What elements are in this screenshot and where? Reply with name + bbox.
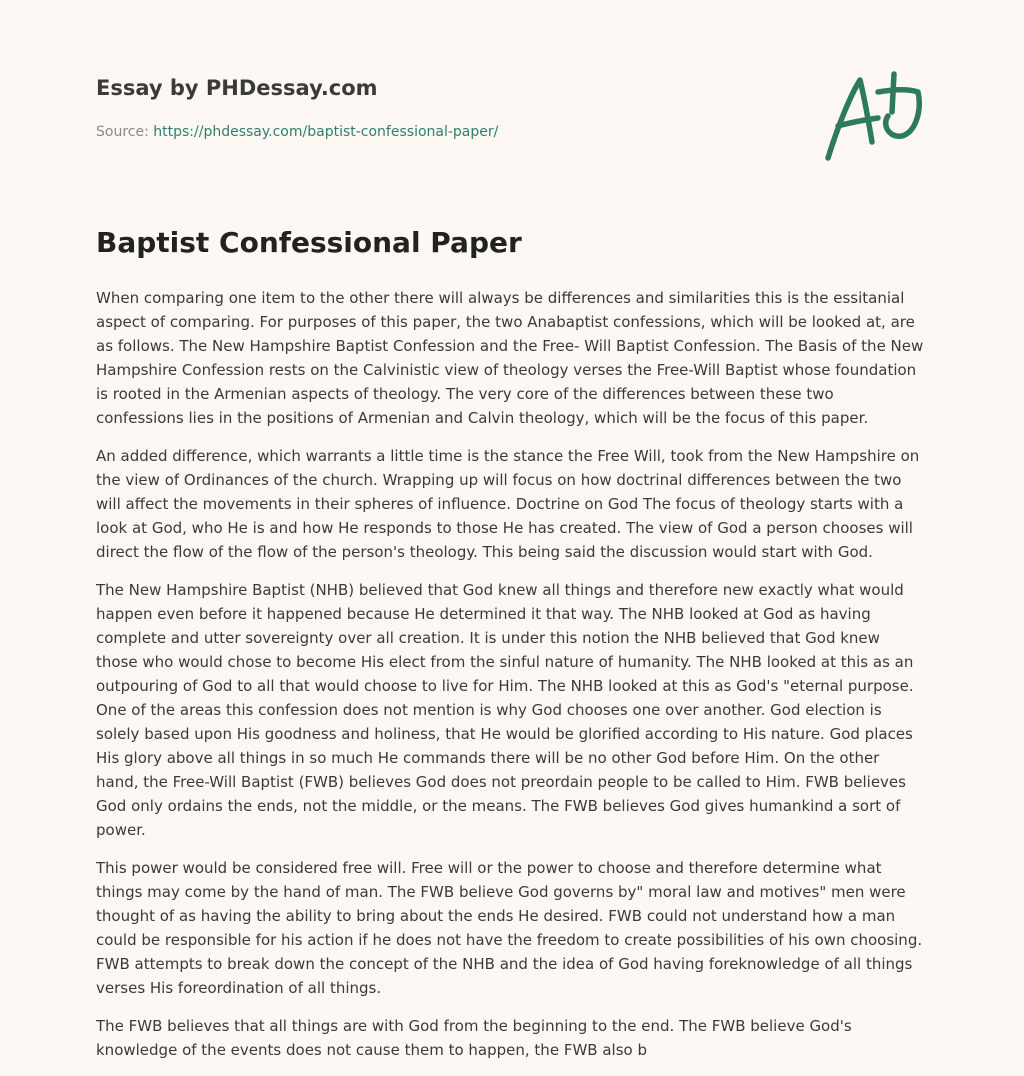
source-label: Source: [96, 124, 149, 140]
paragraph: This power would be considered free will. Free will or the power to choose and therefore determine what things may come by the hand of man. The FWB believe God governs by" moral law and motives" men were thought of as having the ability to bring about the ends He desired. FWB could not understand how a man could be responsible for his action if he does not have the freedom to create possibilities of his own choosing. FWB attempts to break down the concept of the NHB and the idea of God having foreknowledge of all things verses His foreordination of all things. [96, 859, 923, 997]
source-line [96, 124, 498, 140]
paragraph: When comparing one item to the other there will always be differences and similarities this is the essitanial aspect of comparing. For purposes of this paper, the two Anabaptist confessions, which will be looked at, are as follows. The New Hampshire Baptist Confession and the Free- Will Baptist Confession. The Basis of the New Hampshire Confession rests on the Calvinistic view of theology verses the Free-Will Baptist whose foundation is rooted in the Armenian aspects of theology. The very core of the differences between these two confessions lies in the positions of Armenian and Calvin theology, which will be the focus of this paper. [96, 289, 924, 427]
article-title: Baptist Confessional Paper [96, 226, 522, 259]
site-brand: Essay by PHDessay.com [96, 76, 378, 100]
paragraph: The New Hampshire Baptist (NHB) believed that God knew all things and therefore new exactly what would happen even before it happened because He determined it that way. The NHB looked at God as having complete and utter sovereignty over all creation. It is under this notion the NHB believed that God knew those who would chose to become His elect from the sinful nature of humanity. The NHB looked at this as an outpouring of God to all that would choose to live for Him. The NHB looked at this as God's "eternal purpose. One of the areas this confession does not mention is why God chooses one over another. God election is solely based upon His goodness and holiness, that He would be glorified according to His nature. God places His glory above all things in so much He commands there will be no other God before Him. On the other hand, the Free-Will Baptist (FWB) believes God does not preordain people to be called to Him. FWB believes God only ordains the ends, not the middle, or the means. The FWB believes God gives humankind a sort of power. [96, 581, 914, 839]
a-plus-grade-icon [818, 66, 928, 166]
source-link[interactable]: https://phdessay.com/baptist-confessional-paper/ [153, 124, 499, 140]
paragraph: The FWB believes that all things are with God from the beginning to the end. The FWB believe God's knowledge of the events does not cause them to happen, the FWB also b [96, 1017, 852, 1059]
paragraph: An added difference, which warrants a little time is the stance the Free Will, took from the New Hampshire on the view of Ordinances of the church. Wrapping up will focus on how doctrinal differences between the two will affect the movements in their spheres of influence. Doctrine on God The focus of theology starts with a look at God, who He is and how He responds to those He has created. The view of God a person chooses will direct the flow of the flow of the person's theology. This being said the discussion would start with God. [96, 447, 920, 561]
article-body [96, 286, 926, 1076]
